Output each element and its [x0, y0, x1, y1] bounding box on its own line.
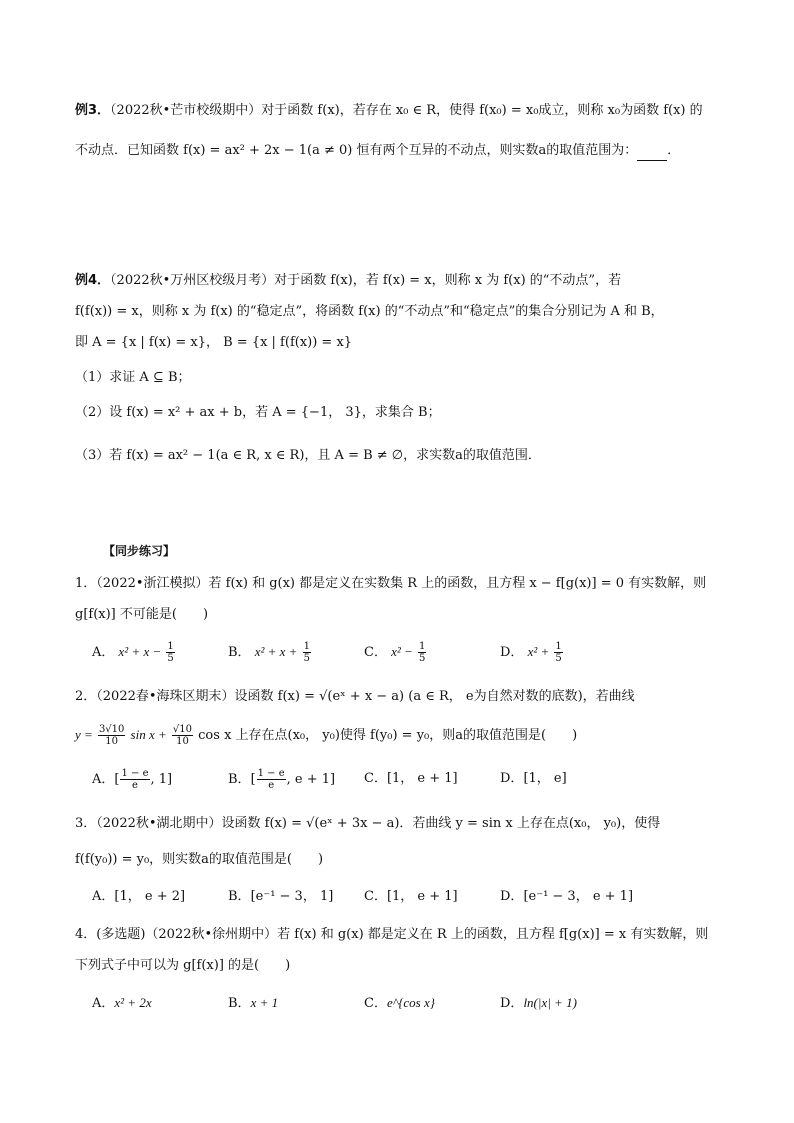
example-4-part-3: （3）若 f(x) = ax² − 1(a ∈ R, x ∈ R)，且 A = B ≠ ∅，求实数a的取值范围． [75, 448, 541, 463]
exercise-4-option-d[interactable]: D．ln(|x| + 1) [500, 995, 577, 1011]
exercise-2-line-2: y = $\frac{3√10}{10}$ sin x + $\frac{√10}{10}$ cos x 上存在点(x₀， y₀)使得 f(y₀) = y₀，则a的取值范围是( ) [75, 724, 578, 747]
fraction: $\frac{1}{5}$ [555, 641, 562, 664]
example-3-text-1: （2022秋•芒市校级期中）对于函数 f(x)，若存在 x₀ ∈ R，使得 f(x₀) = x₀成立，则称 x₀为函数 f(x) 的 [110, 103, 703, 118]
exercise-3-line-2: f(f(y₀)) = y₀，则实数a的取值范围是( ) [75, 852, 324, 867]
exercise-4-option-a[interactable]: A．x² + 2x [92, 995, 152, 1011]
example-4-line-1 [75, 271, 621, 291]
exercise-2-option-b[interactable]: B．[ $\frac{1 - e}{e}$ , e + 1] [228, 768, 336, 791]
exercise-1-option-c[interactable]: C． x² − $\frac{1}{5}$ [364, 641, 426, 664]
example-3-text-2: 不动点．已知函数 f(x) = ax² + 2x − 1(a ≠ 0) 恒有两个互异的不动点，则实数a的取值范围为： [75, 143, 638, 158]
exercise-1-line-1: 1．（2022•浙江模拟）若 f(x) 和 g(x) 都是定义在实数集 R 上的函数，且方程 x − f[g(x)] = 0 有实数解，则 [75, 576, 707, 591]
example-3-line-1 [75, 101, 703, 121]
exercise-1-option-a[interactable]: A． x² + x − $\frac{1}{5}$ [92, 641, 174, 664]
exercise-2-option-d[interactable]: D．[1， e] [500, 771, 567, 786]
answer-blank [637, 148, 667, 161]
exercise-1-option-b[interactable]: B． x² + x + $\frac{1}{5}$ [228, 641, 310, 664]
fraction: $\frac{1}{5}$ [303, 641, 310, 664]
section-title: 【同步练习】 [103, 544, 176, 558]
example-4-part-2: （2）设 f(x) = x² + ax + b，若 A = {−1， 3}，求集合 B； [75, 405, 441, 420]
exercise-4-line-2: 下列式子中可以为 g[f(x)] 的是( ) [75, 958, 291, 973]
exercise-2-options [92, 768, 636, 791]
exercise-2-line-1: 2．（2022春•海珠区期末）设函数 f(x) = √(eˣ + x − a) (a ∈ R， e为自然对数的底数)，若曲线 [75, 689, 635, 704]
fraction: $\frac{√10}{10}$ [172, 724, 193, 747]
exercise-4-line-1: 4．(多选题)（2022秋•徐州期中）若 f(x) 和 g(x) 都是定义在 R 上的函数，且方程 f[g(x)] = x 有实数解，则 [75, 927, 709, 942]
fraction: $\frac{1}{5}$ [167, 641, 174, 664]
exercise-4-option-c[interactable]: C．e^{cos x} [364, 995, 435, 1011]
example-4-line-2: f(f(x)) = x，则称 x 为 f(x) 的“稳定点”，将函数 f(x) 的“不动点”和“稳定点”的集合分别记为 A 和 B， [75, 304, 664, 319]
exercise-3-line-1: 3．（2022秋•湖北期中）设函数 f(x) = √(eˣ + 3x − a)．若曲线 y = sin x 上存在点(x₀， y₀)，使得 [75, 816, 661, 831]
fraction: $\frac{1}{5}$ [418, 641, 426, 664]
exercise-3-option-b[interactable]: B．[e⁻¹ − 3， 1] [228, 889, 334, 904]
example-4-text-1: （2022秋•万州区校级月考）对于函数 f(x)，若 f(x) = x，则称 x 为 f(x) 的“不动点”，若 [110, 273, 622, 288]
exercise-1-options [92, 641, 636, 664]
example-3-label: 例3． [75, 103, 111, 118]
exercise-3-options [92, 886, 636, 908]
example-3-end: ． [667, 143, 681, 158]
exercise-3-option-d[interactable]: D．[e⁻¹ − 3， e + 1] [500, 889, 634, 904]
example-4-part-1: （1）求证 A ⊆ B； [75, 370, 191, 385]
fraction: $\frac{1 - e}{e}$ [121, 768, 149, 791]
exercise-2-option-a[interactable]: A．[ $\frac{1 - e}{e}$ , 1] [92, 768, 173, 791]
exercise-4-options [92, 992, 636, 1015]
example-4-line-3: 即 A = {x | f(x) = x}， B = {x | f(f(x)) = x} [75, 335, 353, 350]
exercise-2-option-c[interactable]: C．[1， e + 1] [364, 771, 458, 786]
fraction: $\frac{1 - e}{e}$ [257, 768, 285, 791]
exercise-4-option-b[interactable]: B．x + 1 [228, 995, 279, 1011]
example-4-label: 例4． [75, 273, 111, 288]
exercise-1-line-2: g[f(x)] 不可能是( ) [75, 607, 209, 622]
exercise-3-option-a[interactable]: A．[1， e + 2] [92, 889, 186, 904]
fraction: $\frac{3√10}{10}$ [98, 724, 125, 747]
exercise-3-option-c[interactable]: C．[1， e + 1] [364, 889, 458, 904]
example-3-line-2 [75, 141, 680, 161]
exercise-1-option-d[interactable]: D． x² + $\frac{1}{5}$ [500, 641, 562, 664]
